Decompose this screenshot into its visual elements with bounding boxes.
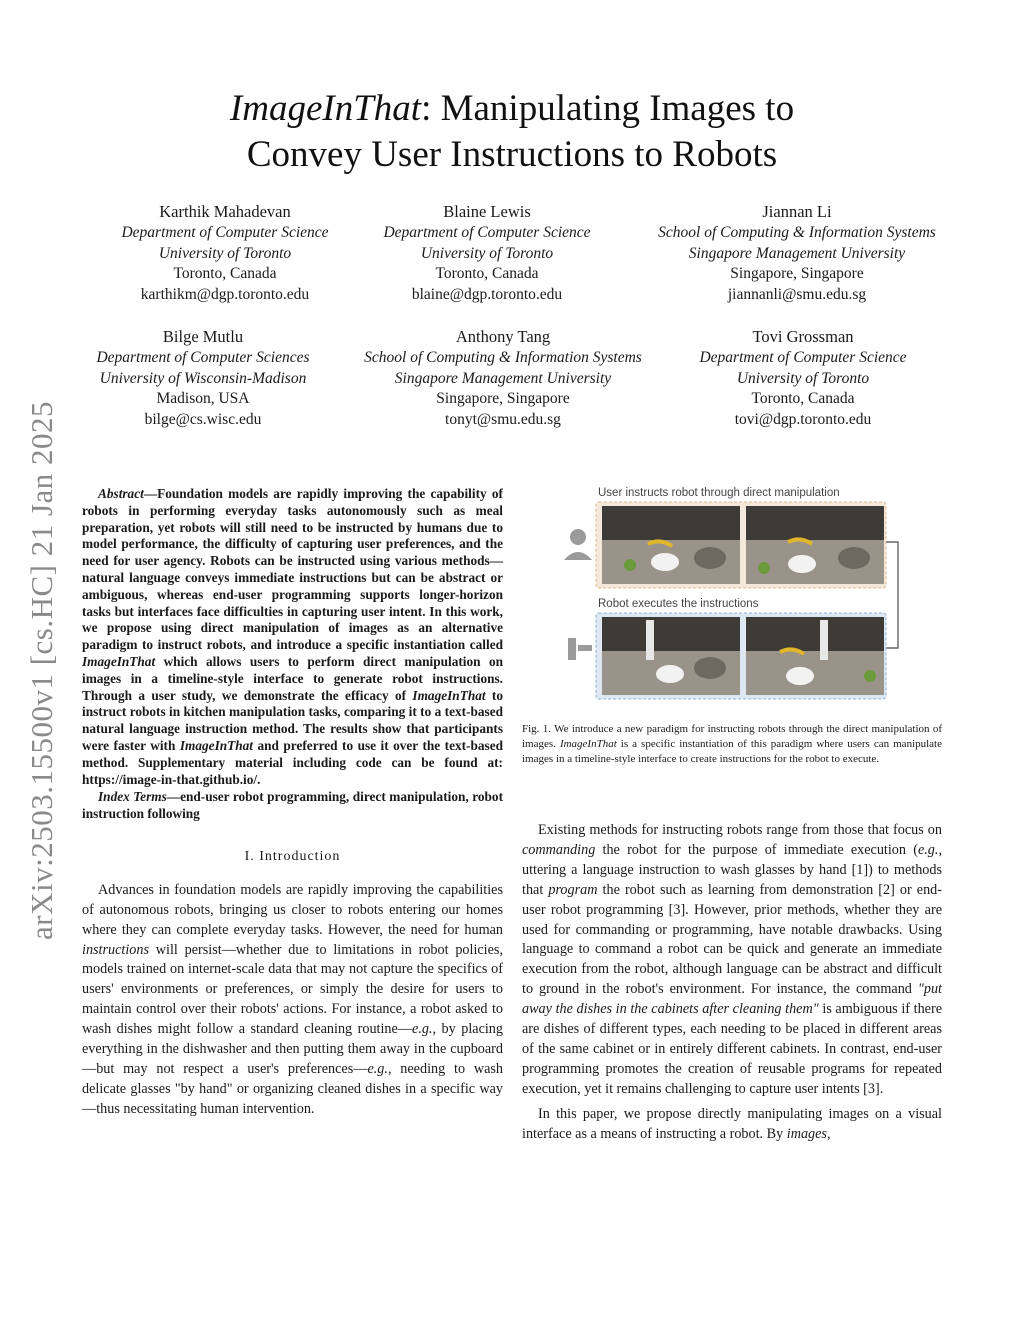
abstract: Abstract—Foundation models are rapidly improving the capability of robots in performing everyday tasks autonomously such as meal preparation, yet robots will still need to be instructed by humans due to model performance, the difficulty of capturing user preferences, and the need for user agency. Robots can be instructed using various methods—natural language conveys immediate instructions but can be abstract or ambiguous, whereas end-user programming supports longer-horizon tasks but interfaces face difficulties in capturing user intent. In this work, we propose using direct manipulation of images as an alternative paradigm to instruct robots, and introduce a specific instantiation called ImageInThat which allows users to perform direct manipulation on images in a timeline-style interface to generate robot instructions. Through a user study, we demonstrate the efficacy of ImageInThat to instruct robots in kitchen manipulation tasks, comparing it to a text-based natural language instruction method. The results show that participants were faster with ImageInThat and preferred to use it over the text-based method. Supplementary material including code can be found at: https://image-in-that.github.io/.	[82, 486, 503, 787]
author-location: Toronto, Canada	[751, 390, 855, 407]
author-name: Tovi Grossman	[752, 327, 854, 346]
author-card	[75, 201, 375, 305]
author-card	[337, 201, 637, 305]
author-department: School of Computing & Information Systems	[364, 349, 642, 366]
author-location: Toronto, Canada	[435, 265, 539, 282]
author-email: blaine@dgp.toronto.edu	[411, 285, 563, 303]
figure-top-label: User instructs robot through direct manipulation	[598, 487, 840, 499]
robot-icon	[568, 638, 576, 660]
author-department: Department of Computer Science	[121, 224, 329, 241]
author-name: Karthik Mahadevan	[159, 202, 291, 221]
robot-arm-shape	[646, 620, 654, 660]
title-line2: Convey User Instructions to Robots	[246, 134, 778, 175]
author-name: Jiannan Li	[762, 202, 832, 221]
author-name: Anthony Tang	[455, 327, 551, 346]
left-column	[82, 486, 503, 1120]
author-location: Singapore, Singapore	[436, 390, 570, 407]
bowl-shape	[656, 665, 684, 683]
body-paragraph: In this paper, we propose directly manipulating images on a visual interface as a means of instructing a robot. By images,	[522, 1105, 942, 1142]
author-department: Department of Computer Science	[699, 349, 907, 366]
author-email: karthikm@dgp.toronto.edu	[140, 285, 310, 303]
user-icon-body	[564, 552, 592, 560]
figure-illustration	[520, 480, 945, 710]
abstract-lead: Abstract	[98, 486, 144, 501]
author-name: Bilge Mutlu	[162, 327, 244, 346]
author-university: University of Toronto	[736, 369, 870, 387]
author-department: School of Computing & Information Systems	[658, 224, 936, 241]
paper-title	[100, 86, 924, 178]
author-name: Blaine Lewis	[443, 202, 531, 221]
robot-arm-shape	[820, 620, 828, 660]
table-surface	[746, 651, 884, 695]
author-department: Department of Computer Science	[383, 224, 591, 241]
author-location: Madison, USA	[156, 390, 250, 407]
arxiv-identifier: arXiv:2503.15500v1 [cs.HC] 21 Jan 2025	[24, 400, 59, 940]
author-department: Department of Computer Sciences	[96, 349, 310, 366]
bowl-shape	[788, 555, 816, 573]
title-line1: : Manipulating Images to	[421, 88, 795, 129]
author-email: jiannanli@smu.edu.sg	[727, 285, 867, 303]
author-university: Singapore Management University	[394, 369, 612, 387]
author-university: University of Toronto	[420, 244, 554, 262]
author-card	[53, 326, 353, 430]
author-card	[632, 201, 962, 305]
author-university: University of Toronto	[158, 244, 292, 262]
author-university: University of Wisconsin-Madison	[99, 369, 307, 387]
author-card	[338, 326, 668, 430]
metal-bowl-shape	[838, 547, 870, 569]
bowl-shape	[786, 667, 814, 685]
author-card	[653, 326, 953, 430]
author-location: Singapore, Singapore	[730, 265, 864, 282]
index-terms: Index Terms—end-user robot programming, direct manipulation, robot instruction following	[82, 789, 503, 822]
author-email: tovi@dgp.toronto.edu	[734, 410, 872, 428]
title-system-name: ImageInThat	[229, 88, 422, 129]
bowl-shape	[651, 553, 679, 571]
author-location: Toronto, Canada	[173, 265, 277, 282]
user-icon	[570, 529, 586, 545]
body-paragraph: Existing methods for instructing robots range from those that focus on commanding the robot for the purpose of immediate execution (e.g., uttering a language instruction to wash glasses by hand [1]) to methods that program the robot such as learning from demonstration [2] or end-user robot programming [3]. However, prior methods, whether they are used for commanding or programming, have notable drawbacks. Using language to command a robot can be quick and generate an immediate execution from the robot, although language can be abstract and difficult to ground in the robot's environment. For instance, the command "put away the dishes in the cabinets after cleaning them" is ambiguous if there are dishes of different types, each needing to be placed in different areas of the same cabinet or in entirely different cabinets. In contrast, end-user programming promotes the creation of reusable programs for repeated execution, yet it remains challenging to capture user intents [3].	[522, 822, 943, 1097]
apple-shape	[624, 559, 636, 571]
apple-shape	[758, 562, 770, 574]
robot-icon-arm	[578, 645, 592, 651]
figure-1	[520, 480, 945, 710]
metal-bowl-shape	[694, 657, 726, 679]
section-heading: I. Introduction	[244, 848, 341, 864]
metal-bowl-shape	[694, 547, 726, 569]
right-column	[522, 821, 942, 1145]
apple-shape	[864, 670, 876, 682]
flow-arrow	[886, 542, 898, 648]
intro-paragraph: Advances in foundation models are rapidly improving the capabilities of autonomous robots, bringing us closer to robots entering our homes where they can complete everyday tasks. However, the need for human instructions will persist—whether due to limitations in robot policies, models trained on internet-scale data that may not capture the specifics of users' environments or preferences, or simply the desire for users to maintain control over their robots' actions. For instance, a robot asked to wash dishes might follow a standard cleaning routine—e.g., by placing everything in the dishwasher and then putting them away in the cupboard—but may not respect a user's preferences—e.g., needing to wash delicate glasses "by hand" or organizing cleaned dishes in a specific way—thus necessitating human intervention.	[82, 881, 503, 1117]
author-university: Singapore Management University	[688, 244, 906, 262]
author-email: tonyt@smu.edu.sg	[445, 410, 561, 428]
figure-bottom-label: Robot executes the instructions	[598, 598, 759, 610]
figure-caption: Fig. 1. We introduce a new paradigm for instructing robots through the direct manipulation of images. ImageInThat is a specific instantiation of this paradigm where users can manipulate images in a timeline-style interface to create instructions for the robot to execute.	[522, 723, 942, 765]
author-email: bilge@cs.wisc.edu	[144, 410, 262, 428]
